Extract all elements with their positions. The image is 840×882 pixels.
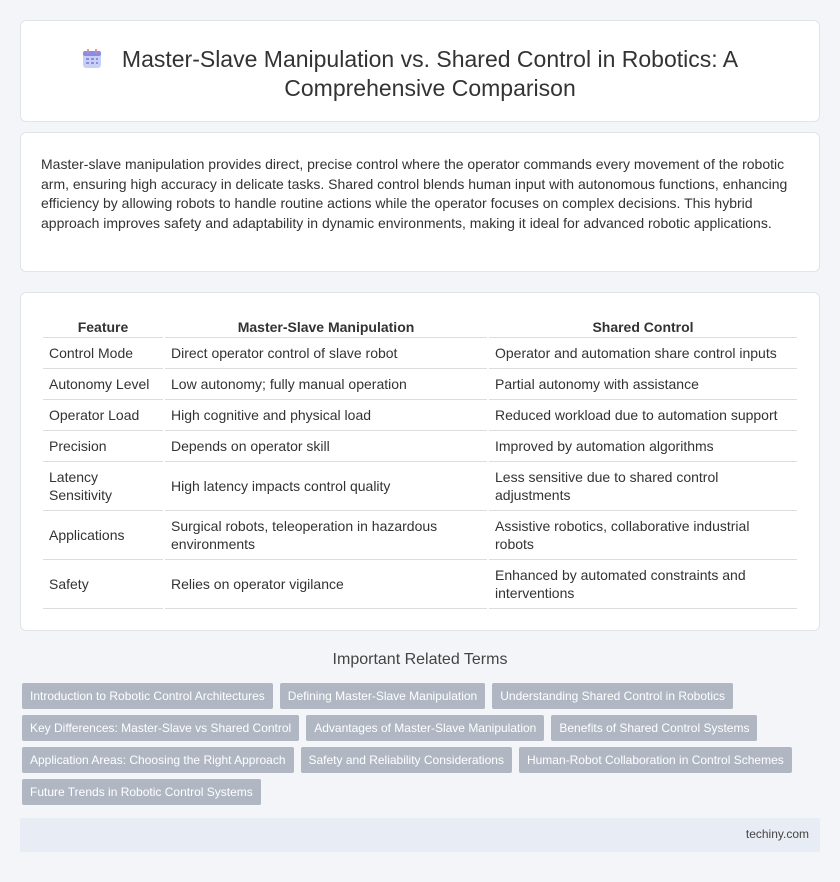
summary-text: Master-slave manipulation provides direct, precise control where the operator commands every movement of the robotic arm, ensuring high accuracy in delicate tasks. Shared control blends human input with autonomous functions, enhancing efficiency by allowing robots to handle routine actions while the operator focuses on complex decisions. This hybrid approach improves safety and adaptability in dynamic environments, making it ideal for advanced robotic applications. [41, 156, 788, 231]
shared-control-cell: Partial autonomy with assistance [489, 369, 797, 400]
shared-control-cell: Less sensitive due to shared control adjustments [489, 462, 797, 511]
master-slave-cell: Direct operator control of slave robot [165, 338, 487, 369]
shared-control-cell: Enhanced by automated constraints and interventions [489, 560, 797, 609]
header-card [20, 20, 820, 122]
table-row [43, 560, 797, 609]
related-term-tag[interactable]: Key Differences: Master-Slave vs Shared Control [22, 715, 299, 741]
feature-cell: Precision [43, 431, 163, 462]
related-terms-title: Important Related Terms [332, 651, 508, 668]
related-term-tag[interactable]: Safety and Reliability Considerations [301, 747, 512, 773]
feature-cell: Latency Sensitivity [43, 462, 163, 511]
master-slave-cell: Low autonomy; fully manual operation [165, 369, 487, 400]
summary-card [20, 132, 820, 272]
header-shared-control: Shared Control [489, 313, 797, 338]
table-row [43, 462, 797, 511]
related-term-tag[interactable]: Human-Robot Collaboration in Control Schemes [519, 747, 792, 773]
master-slave-cell: Depends on operator skill [165, 431, 487, 462]
table-row [43, 431, 797, 462]
related-term-tag[interactable]: Defining Master-Slave Manipulation [280, 683, 485, 709]
related-term-tag[interactable]: Application Areas: Choosing the Right Approach [22, 747, 294, 773]
shared-control-cell: Improved by automation algorithms [489, 431, 797, 462]
master-slave-cell: Relies on operator vigilance [165, 560, 487, 609]
related-term-tag[interactable]: Understanding Shared Control in Robotics [492, 683, 733, 709]
related-term-tag[interactable]: Advantages of Master-Slave Manipulation [306, 715, 544, 741]
table-row [43, 338, 797, 369]
page-title: Master-Slave Manipulation vs. Shared Control in Robotics: A Comprehensive Comparison [121, 46, 739, 101]
comparison-card [20, 292, 820, 631]
master-slave-cell: High latency impacts control quality [165, 462, 487, 511]
header-feature: Feature [43, 313, 163, 338]
feature-cell: Autonomy Level [43, 369, 163, 400]
feature-cell: Applications [43, 511, 163, 560]
feature-cell: Operator Load [43, 400, 163, 431]
table-row [43, 369, 797, 400]
table-row [43, 400, 797, 431]
master-slave-cell: Surgical robots, teleoperation in hazardous environments [165, 511, 487, 560]
master-slave-cell: High cognitive and physical load [165, 400, 487, 431]
header-master-slave: Master-Slave Manipulation [165, 313, 487, 338]
footer-site-link[interactable]: techiny.com [745, 827, 809, 841]
related-terms-list [22, 683, 812, 805]
shared-control-cell: Assistive robotics, collaborative industrial robots [489, 511, 797, 560]
footer [20, 818, 820, 852]
shared-control-cell: Operator and automation share control inputs [489, 338, 797, 369]
feature-cell: Control Mode [43, 338, 163, 369]
related-term-tag[interactable]: Future Trends in Robotic Control Systems [22, 779, 261, 805]
shared-control-cell: Reduced workload due to automation support [489, 400, 797, 431]
feature-cell: Safety [43, 560, 163, 609]
table-row [43, 511, 797, 560]
related-term-tag[interactable]: Introduction to Robotic Control Architectures [22, 683, 273, 709]
related-term-tag[interactable]: Benefits of Shared Control Systems [551, 715, 757, 741]
comparison-table [41, 313, 799, 609]
